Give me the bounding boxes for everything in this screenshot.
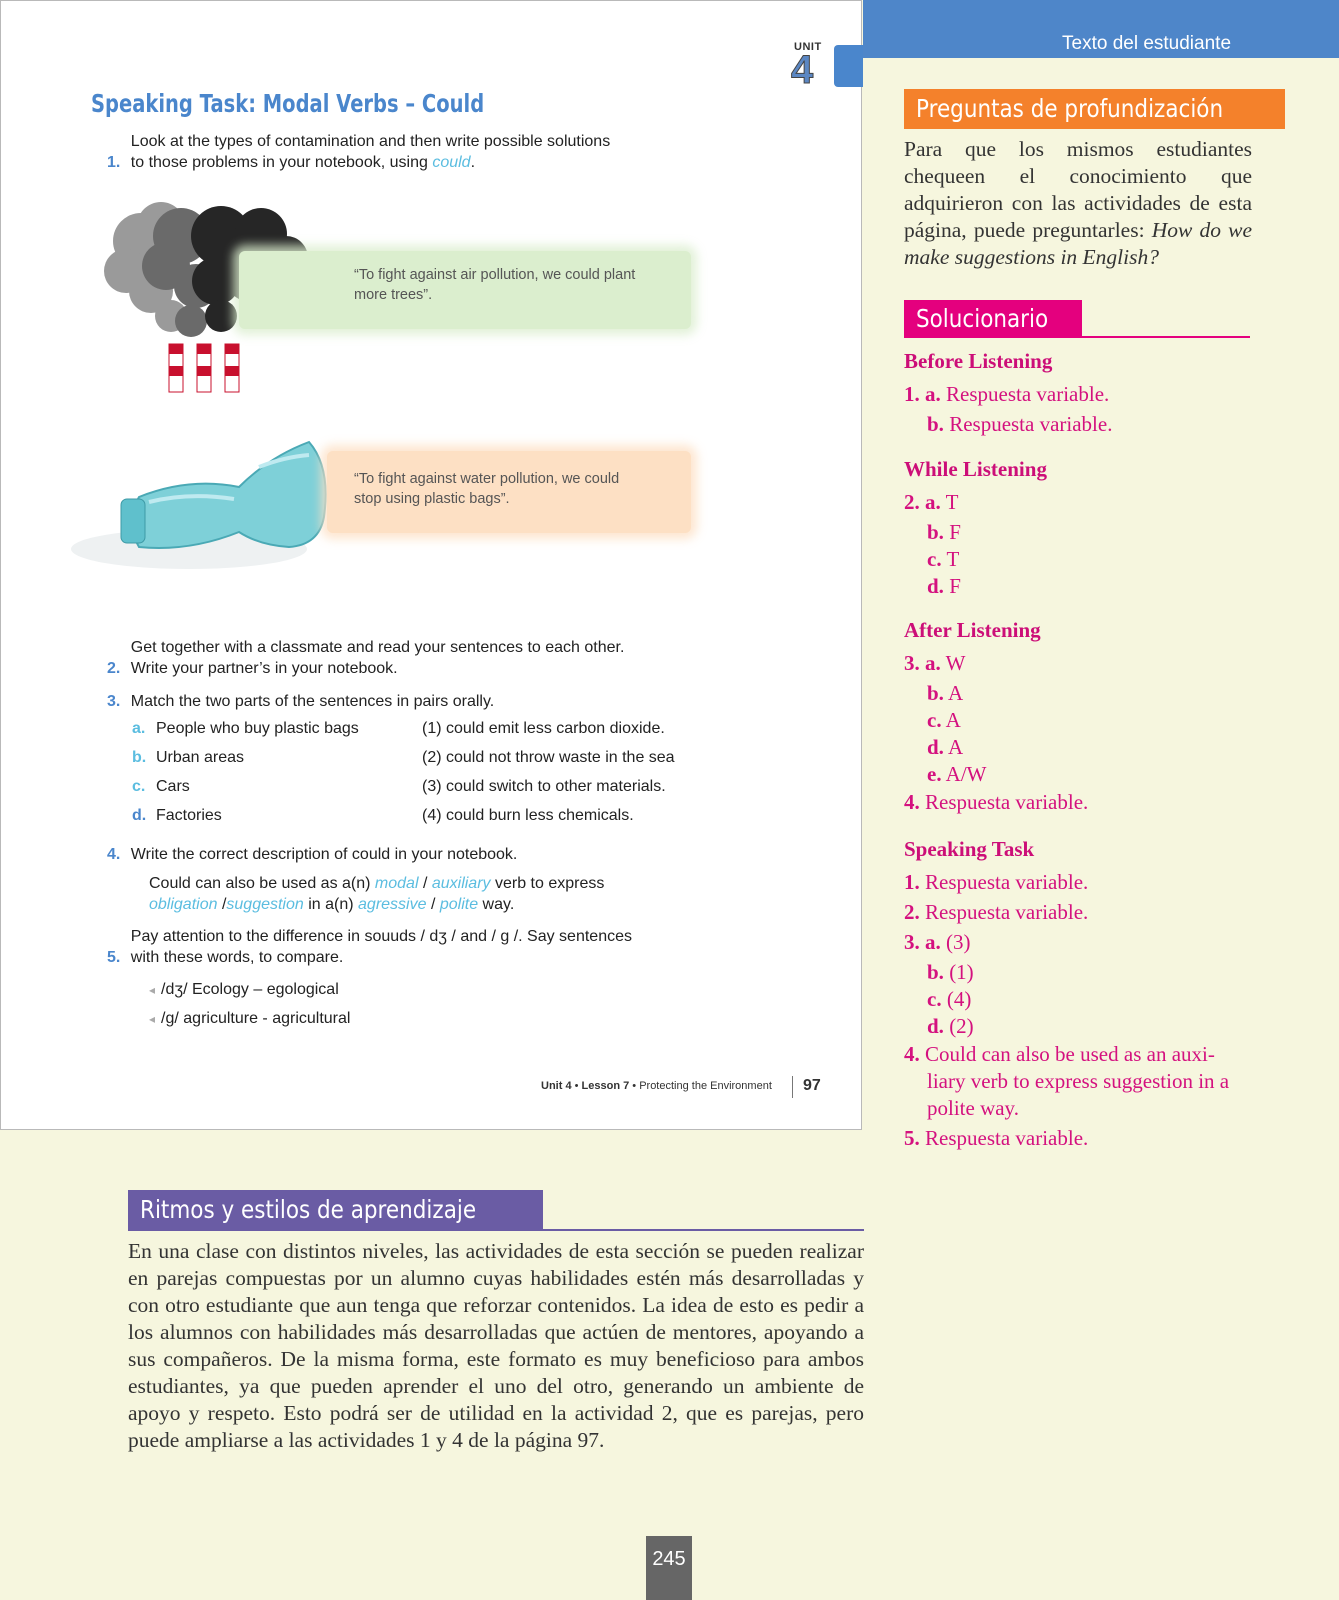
- pronunciation-word-1: /dʒ/ Ecology – egological: [161, 981, 339, 998]
- footer-divider: [792, 1076, 793, 1098]
- ans-text: (1): [949, 960, 974, 984]
- ans-text: A/W: [945, 762, 987, 786]
- solucionario-rule: [904, 336, 1250, 338]
- answer-al-3a: [904, 651, 965, 676]
- footer-lesson: Lesson 7: [581, 1080, 630, 1092]
- a4-part-4: way.: [478, 896, 515, 913]
- match-text-b: Urban areas: [156, 749, 245, 766]
- answer-al-3b: [927, 681, 963, 706]
- activity-4-number: 4.: [107, 846, 121, 863]
- ans-text: F: [949, 574, 961, 598]
- activity-4-text: Write the correct description of could in your notebook.: [130, 846, 518, 863]
- a4-slash-3: /: [426, 896, 440, 913]
- ans-letter: a.: [925, 651, 941, 675]
- activity-4-sentence: [149, 873, 604, 915]
- activity-5: [107, 926, 632, 968]
- profundizacion-heading: [904, 89, 1285, 129]
- ans-text: T: [945, 490, 959, 514]
- ans-num: 2.: [904, 900, 920, 924]
- pronunciation-item-2: [149, 1010, 350, 1028]
- before-listening-heading: Before Listening: [904, 349, 1053, 373]
- match-right-3: (3) could switch to other materials.: [422, 778, 666, 795]
- option-agressive: agressive: [358, 896, 427, 913]
- ans-text: (3): [946, 930, 971, 954]
- activity-1-number: 1.: [107, 154, 121, 171]
- ans-text: Respuesta variable.: [946, 382, 1110, 406]
- ritmos-heading: [128, 1190, 543, 1230]
- ans-text: Respuesta variable.: [925, 790, 1089, 814]
- match-letter-a: a.: [132, 720, 146, 737]
- match-text-a: People who buy plastic bags: [156, 720, 359, 737]
- water-pollution-quote: [354, 469, 684, 509]
- option-modal: modal: [374, 875, 419, 892]
- answer-st-3b: [927, 960, 974, 985]
- ans-letter: e.: [927, 762, 942, 786]
- answer-wl-2d: [927, 574, 961, 599]
- activity-3-number: 3.: [107, 693, 121, 710]
- audio-icon: ◂: [149, 1012, 156, 1026]
- ans-num: 1.: [904, 870, 920, 894]
- a4-slash-2: /: [217, 896, 227, 913]
- activity-3-text: Match the two parts of the sentences in pairs orally.: [130, 693, 495, 710]
- ans-text: (4): [946, 987, 972, 1011]
- answer-wl-2c: [927, 547, 959, 572]
- option-polite: polite: [439, 896, 479, 913]
- activity-1-line-1: Look at the types of contamination and then write possible solutions: [130, 133, 611, 150]
- ans-letter: d.: [927, 1014, 944, 1038]
- air-quote-line-2: more trees”.: [354, 287, 433, 303]
- air-quote-line-1: “To fight against air pollution, we could plant: [354, 267, 636, 283]
- activity-1-line-2: to those problems in your notebook, using: [130, 154, 433, 171]
- ans-text: Respuesta variable.: [925, 870, 1089, 894]
- solucionario-title: Solucionario: [916, 304, 1049, 333]
- match-letter-d: d.: [132, 807, 147, 824]
- answer-st-3d: [927, 1014, 974, 1039]
- answer-st-5: [904, 1126, 1088, 1151]
- footer-unit: Unit 4: [541, 1080, 572, 1092]
- ans-text: Respuesta variable.: [925, 1126, 1089, 1150]
- activity-3: [107, 691, 494, 712]
- unit-tab: [834, 45, 863, 87]
- answer-al-4: [904, 790, 1088, 815]
- activity-2-number: 2.: [107, 660, 121, 677]
- activity-2: [107, 637, 624, 679]
- answer-bl-1a: [904, 382, 1109, 407]
- ritmos-title: Ritmos y estilos de aprendizaje: [140, 1195, 477, 1224]
- match-letter-b: b.: [132, 749, 147, 766]
- ans-text: Respuesta variable.: [949, 412, 1113, 436]
- activity-1-end: .: [470, 154, 476, 171]
- ans-letter: a.: [925, 382, 941, 406]
- match-left-a: [132, 720, 359, 738]
- ans-num: 4.: [904, 790, 920, 814]
- ans-letter: b.: [927, 412, 944, 436]
- profundizacion-body: Para que los mismos estudiantes chequeen el conocimiento que adquirieron con las actividades de esta página, puede preguntarles:: [904, 137, 1252, 242]
- answer-st-2: [904, 900, 1088, 925]
- ans-num: 1.: [904, 382, 920, 406]
- speaking-task-heading: Speaking Task: [904, 837, 1035, 861]
- ans-text: W: [945, 651, 966, 675]
- activity-5-line-2: with these words, to compare.: [130, 949, 344, 966]
- answer-wl-2a: [904, 490, 958, 515]
- page-title: Speaking Task: Modal Verbs – Could: [91, 89, 485, 118]
- footer-bullet: •: [629, 1080, 640, 1092]
- could-highlight: could: [432, 154, 471, 171]
- student-book-page: [0, 0, 862, 1130]
- profundizacion-question: How do we make suggestions in English?: [904, 218, 1252, 269]
- activity-1-text: [131, 131, 610, 173]
- a4-part-3: in a(n): [303, 896, 359, 913]
- activity-1: [107, 131, 610, 173]
- match-left-c: [132, 778, 190, 796]
- answer-st-4: [904, 1041, 1229, 1122]
- answer-bl-1b: [927, 412, 1112, 437]
- activity-2-text: [131, 637, 625, 679]
- answer-al-3e: [927, 762, 987, 787]
- answer-st-1: [904, 870, 1088, 895]
- a4-slash-1: /: [418, 875, 432, 892]
- ans-num: 4.: [904, 1042, 920, 1066]
- activity-5-number: 5.: [107, 949, 121, 966]
- solucionario-heading: [904, 300, 1082, 338]
- option-auxiliary: auxiliary: [431, 875, 491, 892]
- ans-text: liary verb to express suggestion in a: [927, 1069, 1230, 1093]
- pronunciation-item-1: [149, 981, 339, 999]
- match-text-c: Cars: [156, 778, 190, 795]
- activity-5-line-1: Pay attention to the difference in souuds / dʒ / and / g /. Say sentences: [130, 928, 632, 945]
- plastic-bottle-icon: [69, 437, 339, 587]
- ans-letter: c.: [927, 987, 942, 1011]
- ans-letter: b.: [927, 960, 944, 984]
- ans-text: A: [945, 708, 961, 732]
- profundizacion-title: Preguntas de profundización: [916, 94, 1224, 123]
- lesson-footer: [541, 1080, 772, 1092]
- ans-letter: a.: [925, 930, 941, 954]
- ans-text: polite way.: [927, 1096, 1019, 1120]
- while-listening-heading: While Listening: [904, 457, 1047, 481]
- ans-text: (2): [949, 1014, 974, 1038]
- activity-2-line-2: Write your partner’s in your notebook.: [130, 660, 398, 677]
- audio-icon: ◂: [149, 983, 156, 997]
- answer-st-3c: [927, 987, 971, 1012]
- a4-part-2: verb to express: [490, 875, 605, 892]
- ans-num: 3.: [904, 930, 920, 954]
- answer-al-3c: [927, 708, 961, 733]
- answer-st-3a: [904, 930, 971, 955]
- ans-letter: d.: [927, 735, 944, 759]
- activity-5-text: [131, 926, 632, 968]
- activity-2-line-1: Get together with a classmate and read your sentences to each other.: [130, 639, 625, 656]
- student-page-number: 97: [803, 1077, 821, 1094]
- ans-letter: b.: [927, 520, 944, 544]
- match-right-4: (4) could burn less chemicals.: [422, 807, 634, 824]
- profundizacion-rule: [904, 126, 1250, 128]
- answer-al-3d: [927, 735, 963, 760]
- ans-text: T: [946, 547, 960, 571]
- ans-text: Respuesta variable.: [925, 900, 1089, 924]
- ans-text: Could can also be used as an auxi-: [925, 1042, 1215, 1066]
- water-quote-line-1: “To fight against water pollution, we could: [354, 471, 620, 487]
- water-quote-line-2: stop using plastic bags”.: [354, 491, 510, 507]
- unit-number: 4: [791, 48, 814, 92]
- ans-letter: d.: [927, 574, 944, 598]
- ans-letter: a.: [925, 490, 941, 514]
- match-left-b: [132, 749, 244, 767]
- ritmos-text: En una clase con distintos niveles, las actividades de esta sección se pueden realizar en parejas compuestas por un alumno cuyas habilidades estén más desarrolladas y con otro estudiante que aun tenga que reforzar contenidos. La idea de esto es pedir a los alumnos con habilidades más desarrolladas que actúen de mentores, apoyando a sus compañeros. De la misma forma, este formato es muy beneficioso para ambos estudiantes, ya que pueden aprender el uno del otro, generando un ambiente de apoyo y respeto. Esto podrá ser de utilidad en la actividad 2, que es parejas, pero puede ampliarse a las actividades 1 y 4 de la página 97.: [128, 1239, 864, 1452]
- ans-num: 2.: [904, 490, 920, 514]
- ans-letter: c.: [927, 708, 942, 732]
- footer-bullet: •: [571, 1080, 582, 1092]
- match-right-1: (1) could emit less carbon dioxide.: [422, 720, 665, 737]
- match-right-2: (2) could not throw waste in the sea: [422, 749, 675, 766]
- ans-letter: b.: [927, 681, 944, 705]
- ans-text: A: [948, 681, 964, 705]
- profundizacion-text: [904, 136, 1252, 271]
- ritmos-rule: [128, 1229, 864, 1231]
- ans-letter: c.: [927, 547, 942, 571]
- activity-4: [107, 844, 517, 865]
- page-number: 245: [652, 1548, 686, 1570]
- header-title: Texto del estudiante: [1062, 33, 1232, 54]
- unit-label: UNIT: [794, 41, 822, 53]
- ans-num: 3.: [904, 651, 920, 675]
- match-left-d: [132, 807, 222, 825]
- ans-num: 5.: [904, 1126, 920, 1150]
- a4-part-1: Could can also be used as a(n): [149, 875, 375, 892]
- ans-text: F: [949, 520, 961, 544]
- option-obligation: obligation: [149, 896, 218, 913]
- pronunciation-word-2: /g/ agriculture - agricultural: [161, 1010, 351, 1027]
- footer-topic: Protecting the Environment: [639, 1080, 772, 1092]
- option-suggestion: suggestion: [226, 896, 304, 913]
- air-pollution-quote: [354, 265, 684, 305]
- after-listening-heading: After Listening: [904, 618, 1041, 642]
- answer-wl-2b: [927, 520, 961, 545]
- match-text-d: Factories: [156, 807, 222, 824]
- match-letter-c: c.: [132, 778, 146, 795]
- ans-text: A: [948, 735, 964, 759]
